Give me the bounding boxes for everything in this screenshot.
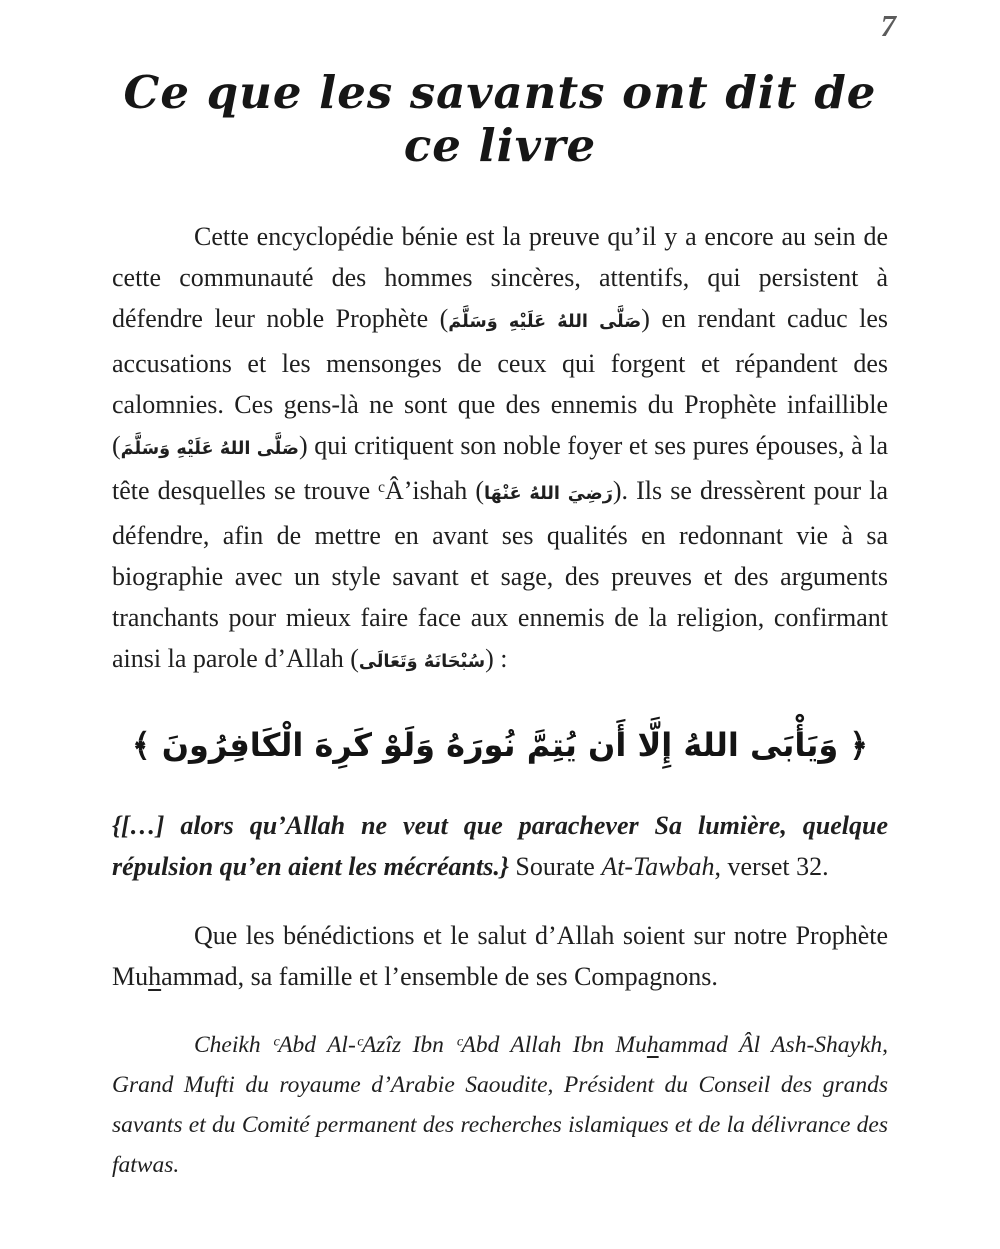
blessings-text: ammad, sa famille et l’ensemble de ses Compagnons. <box>161 962 718 991</box>
paragraph-blessings <box>112 915 888 997</box>
quran-verse-arabic <box>112 721 888 769</box>
verse-reference: , verset 32. <box>714 852 829 881</box>
salat-honorific-arabic: صَلَّى اللهُ عَلَيْهِ وَسَلَّمَ <box>448 312 642 332</box>
sourate-name: At-Tawbah <box>601 852 715 881</box>
blessings-text-underlined-h: h <box>148 962 162 991</box>
radia-honorific-arabic: رَضِيَ اللهُ عَنْهَا <box>484 484 613 504</box>
blessings-text: Que les bénédictions et le salut d’Allah soient sur notre Prophète Mu <box>112 921 888 991</box>
signature-text: Cheikh ᶜAbd Al-ᶜAzîz Ibn ᶜAbd Allah Ibn Mu <box>194 1032 647 1058</box>
verse-translation-text: {[…] alors qu’Allah ne veut que parachever Sa lumière, quelque répulsion qu’en aient les mécréants.} <box>112 811 888 881</box>
page-number: 7 <box>880 8 896 43</box>
intro-text: ) qui critiquent son noble foyer et ses pures épouses, à la tête desquelles se trouve ᶜÂ’ishah ( <box>112 431 888 505</box>
sourate-label: Sourate <box>508 852 602 881</box>
signature-text: ammad Âl Ash-Shaykh, Grand Mufti du royaume d’Arabie Saoudite, Président du Conseil des grands savants et du Comité permanent des recherches islamiques et de la délivrance des fatwas. <box>112 1032 889 1178</box>
intro-text: ) : <box>485 644 508 673</box>
signature-text-underlined-h: h <box>646 1032 659 1058</box>
salat-honorific-arabic: صَلَّى اللهُ عَلَيْهِ وَسَلَّمَ <box>120 439 299 459</box>
paragraph-intro <box>112 216 888 683</box>
tasbih-honorific-arabic: سُبْحَانَهُ وَتَعَالَى <box>358 652 486 672</box>
quran-verse-arabic-text: ﴿ وَيَأْبَى اللهُ إِلَّا أَن يُتِمَّ نُورَهُ وَلَوْ كَرِهَ الْكَافِرُونَ ﴾ <box>131 726 869 764</box>
intro-text: ) en rendant caduc les accusations et les mensonges de ceux qui forgent et répandent des calomnies. Ces gens-là ne sont que des ennemis du Prophète infaillible ( <box>112 304 889 460</box>
intro-text: ). Ils se dressèrent pour la défendre, afin de mettre en avant ses qualités en redonnant vie à sa biographie avec un style savant et sage, des preuves et des arguments tranchants pour mieux faire face aux ennemis de la religion, confirmant ainsi la parole d’Allah ( <box>112 476 888 673</box>
chapter-title: Ce que les savants ont dit de ce livre <box>123 66 877 172</box>
paragraph-author-signature <box>112 1025 888 1185</box>
intro-text: Cette encyclopédie bénie est la preuve qu’il y a encore au sein de cette communauté des hommes sincères, attentifs, qui persistent à défendre leur noble Prophète ( <box>112 222 888 333</box>
paragraph-verse-translation <box>112 805 888 887</box>
